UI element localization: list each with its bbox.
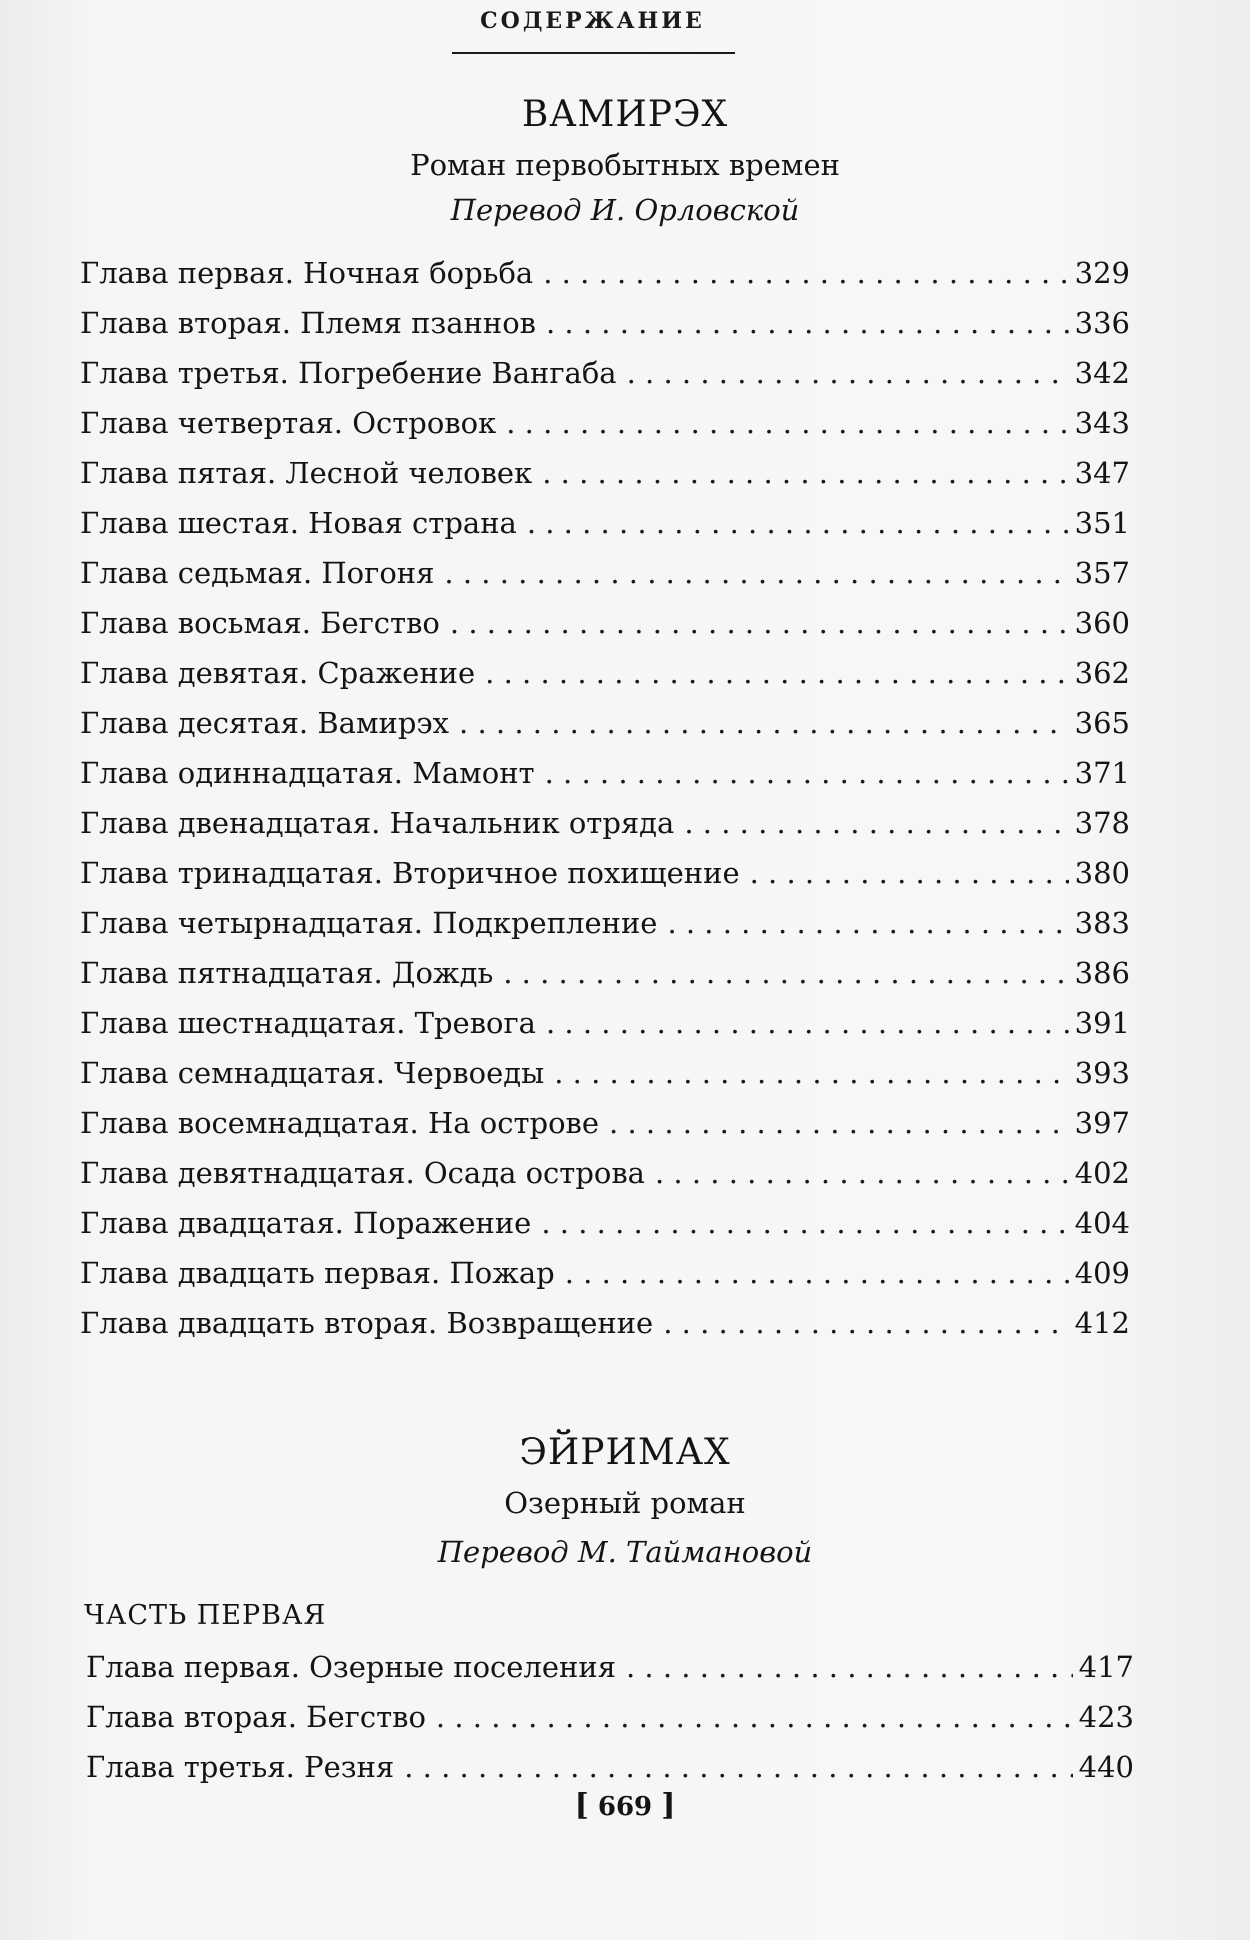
chapter-title: Глава двенадцатая. Начальник отряда xyxy=(80,806,675,840)
toc-entry[interactable] xyxy=(86,1642,1134,1692)
page-number: 343 xyxy=(1074,406,1130,440)
toc-entry[interactable] xyxy=(80,1098,1130,1148)
page-folio xyxy=(0,1788,1250,1823)
chapter-title: Глава тринадцатая. Вторичное похищение xyxy=(80,856,740,890)
page-number: 336 xyxy=(1074,306,1130,340)
chapter-list xyxy=(86,1642,1134,1792)
translator-credit: Перевод М. Таймановой xyxy=(437,1535,813,1569)
dot-leader xyxy=(404,1742,1072,1792)
novel-subtitle: Роман первобытных времен xyxy=(410,148,840,182)
page-number: 371 xyxy=(1074,756,1130,790)
chapter-title: Глава пятая. Лесной человек xyxy=(80,456,533,490)
chapter-list xyxy=(80,248,1130,1348)
page-number: 357 xyxy=(1074,556,1130,590)
page-number: 409 xyxy=(1074,1256,1130,1290)
page-number: 342 xyxy=(1074,356,1130,390)
page-number: 329 xyxy=(1074,256,1130,290)
toc-entry[interactable] xyxy=(86,1692,1134,1742)
running-head-rule xyxy=(452,52,735,54)
chapter-title: Глава девятнадцатая. Осада острова xyxy=(80,1156,645,1190)
chapter-title: Глава первая. Озерные поселения xyxy=(86,1650,616,1684)
toc-entry[interactable] xyxy=(80,498,1130,548)
chapter-title: Глава двадцатая. Поражение xyxy=(80,1206,532,1240)
chapter-title: Глава одиннадцатая. Мамонт xyxy=(80,756,535,790)
toc-entry[interactable] xyxy=(80,898,1130,948)
chapter-title: Глава девятая. Сражение xyxy=(80,656,476,690)
dot-leader xyxy=(541,1198,1068,1248)
page-number: 404 xyxy=(1074,1206,1130,1240)
dot-leader xyxy=(503,948,1068,998)
page-number: 393 xyxy=(1074,1056,1130,1090)
toc-entry[interactable] xyxy=(80,348,1130,398)
toc-entry[interactable] xyxy=(80,698,1130,748)
dot-leader xyxy=(546,298,1069,348)
page-number: 347 xyxy=(1074,456,1130,490)
toc-entry[interactable] xyxy=(80,1148,1130,1198)
dot-leader xyxy=(543,248,1068,298)
chapter-title: Глава шестнадцатая. Тревога xyxy=(80,1006,536,1040)
chapter-title: Глава двадцать первая. Пожар xyxy=(80,1256,555,1290)
folio-bracket-close: ] xyxy=(661,1788,676,1823)
toc-entry[interactable] xyxy=(80,548,1130,598)
chapter-title: Глава первая. Ночная борьба xyxy=(80,256,534,290)
novel-title: ЭЙРИМАХ xyxy=(519,1432,731,1473)
chapter-title: Глава двадцать вторая. Возвращение xyxy=(80,1306,654,1340)
toc-entry[interactable] xyxy=(80,448,1130,498)
toc-entry[interactable] xyxy=(80,1198,1130,1248)
chapter-title: Глава четырнадцатая. Подкрепление xyxy=(80,906,658,940)
chapter-title: Глава седьмая. Погоня xyxy=(80,556,435,590)
toc-entry[interactable] xyxy=(80,1248,1130,1298)
dot-leader xyxy=(506,398,1068,448)
chapter-title: Глава восьмая. Бегство xyxy=(80,606,440,640)
running-head: СОДЕРЖАНИЕ xyxy=(480,8,705,34)
toc-entry[interactable] xyxy=(80,998,1130,1048)
toc-entry[interactable] xyxy=(80,1298,1130,1348)
chapter-title: Глава шестая. Новая страна xyxy=(80,506,517,540)
page-number: 391 xyxy=(1074,1006,1130,1040)
dot-leader xyxy=(627,348,1069,398)
page-number: 351 xyxy=(1074,506,1130,540)
dot-leader xyxy=(750,848,1069,898)
page-number: 362 xyxy=(1074,656,1130,690)
chapter-title: Глава четвертая. Островок xyxy=(80,406,497,440)
dot-leader xyxy=(667,898,1068,948)
chapter-title: Глава третья. Резня xyxy=(86,1750,395,1784)
page-number: 417 xyxy=(1078,1650,1134,1684)
page-number: 423 xyxy=(1078,1700,1134,1734)
dot-leader xyxy=(554,1048,1068,1098)
dot-leader xyxy=(684,798,1068,848)
page-number: 397 xyxy=(1074,1106,1130,1140)
chapter-title: Глава десятая. Вамирэх xyxy=(80,706,450,740)
translator-credit: Перевод И. Орловской xyxy=(450,193,800,227)
chapter-title: Глава третья. Погребение Вангаба xyxy=(80,356,617,390)
toc-entry[interactable] xyxy=(80,248,1130,298)
toc-entry[interactable] xyxy=(80,598,1130,648)
toc-entry[interactable] xyxy=(80,798,1130,848)
dot-leader xyxy=(485,648,1068,698)
dot-leader xyxy=(444,548,1068,598)
toc-entry[interactable] xyxy=(80,648,1130,698)
dot-leader xyxy=(626,1642,1073,1692)
dot-leader xyxy=(436,1692,1073,1742)
dot-leader xyxy=(655,1148,1069,1198)
chapter-title: Глава восемнадцатая. На острове xyxy=(80,1106,600,1140)
dot-leader xyxy=(450,598,1069,648)
page-number: 380 xyxy=(1074,856,1130,890)
dot-leader xyxy=(545,748,1069,798)
page-number: 412 xyxy=(1074,1306,1130,1340)
novel-subtitle: Озерный роман xyxy=(504,1486,746,1520)
chapter-title: Глава вторая. Племя пзаннов xyxy=(80,306,536,340)
toc-entry[interactable] xyxy=(80,298,1130,348)
dot-leader xyxy=(609,1098,1069,1148)
chapter-title: Глава вторая. Бегство xyxy=(86,1700,426,1734)
page-number: 365 xyxy=(1074,706,1130,740)
toc-entry[interactable] xyxy=(86,1742,1134,1792)
page-number: 386 xyxy=(1074,956,1130,990)
toc-entry[interactable] xyxy=(80,398,1130,448)
toc-entry[interactable] xyxy=(80,1048,1130,1098)
chapter-title: Глава семнадцатая. Червоеды xyxy=(80,1056,545,1090)
dot-leader xyxy=(565,1248,1069,1298)
page-number: 402 xyxy=(1074,1156,1130,1190)
toc-entry[interactable] xyxy=(80,948,1130,998)
folio-number: 669 xyxy=(597,1792,653,1822)
dot-leader xyxy=(663,1298,1068,1348)
page-number: 383 xyxy=(1074,906,1130,940)
part-heading: ЧАСТЬ ПЕРВАЯ xyxy=(84,1600,327,1631)
dot-leader xyxy=(459,698,1069,748)
chapter-title: Глава пятнадцатая. Дождь xyxy=(80,956,494,990)
folio-bracket-open: [ xyxy=(574,1788,589,1823)
dot-leader xyxy=(546,998,1069,1048)
toc-entry[interactable] xyxy=(80,748,1130,798)
dot-leader xyxy=(542,448,1068,498)
page-number: 440 xyxy=(1078,1750,1134,1784)
toc-entry[interactable] xyxy=(80,848,1130,898)
dot-leader xyxy=(527,498,1069,548)
page-number: 378 xyxy=(1074,806,1130,840)
page-number: 360 xyxy=(1074,606,1130,640)
novel-title: ВАМИРЭХ xyxy=(521,94,729,135)
